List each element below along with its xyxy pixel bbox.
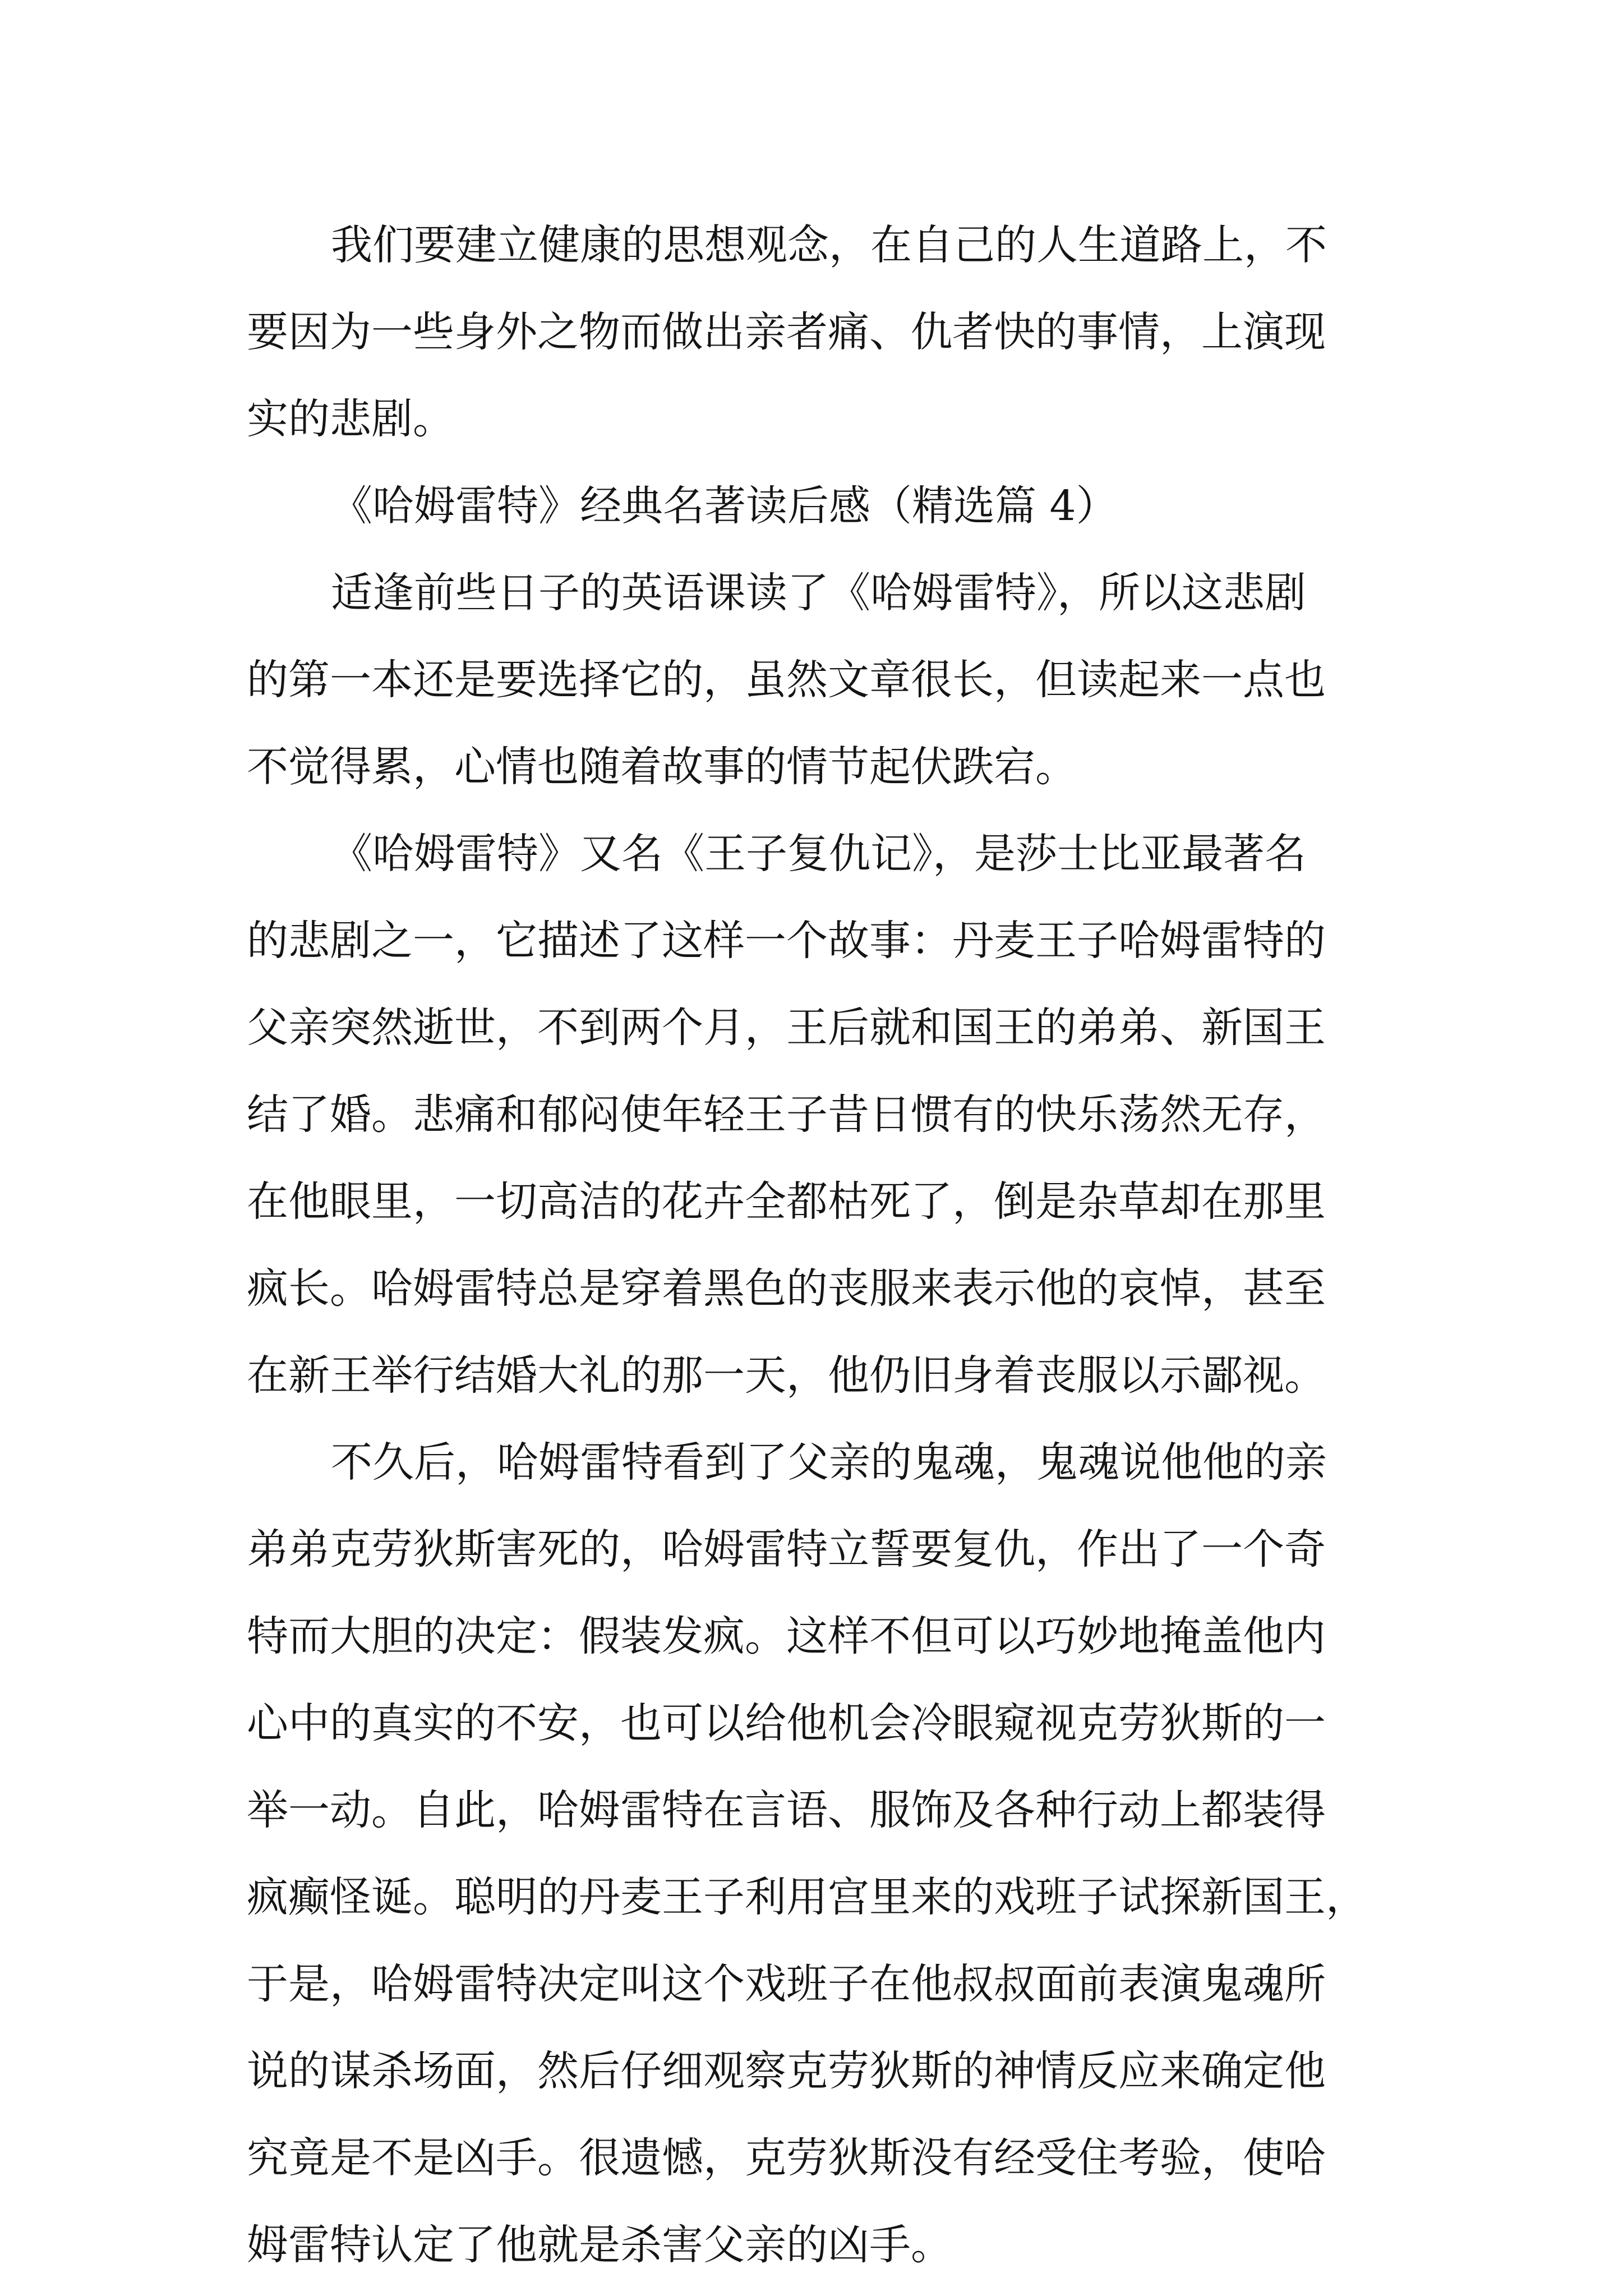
text-line: 的第一本还是要选择它的，虽然文章很长，但读起来一点也 — [247, 656, 1326, 704]
text-line: 的悲剧之一，它描述了这样一个故事：丹麦王子哈姆雷特的 — [247, 917, 1326, 965]
text-line: 在新王举行结婚大礼的那一天，他仍旧身着丧服以示鄙视。 — [247, 1351, 1326, 1400]
text-line: 适逢前些日子的英语课读了《哈姆雷特》，所以这悲剧 — [331, 569, 1306, 617]
text-line: 于是，哈姆雷特决定叫这个戏班子在他叔叔面前表演鬼魂所 — [247, 1960, 1326, 2008]
paragraph-4 — [247, 1419, 1391, 2289]
text-line: 在他眼里，一切高洁的花卉全都枯死了，倒是杂草却在那里 — [247, 1177, 1326, 1226]
text-line: 说的谋杀场面，然后仔细观察克劳狄斯的神情反应来确定他 — [247, 2047, 1326, 2095]
text-line: 实的悲剧。 — [247, 395, 454, 443]
section-heading — [247, 463, 1391, 550]
text-line: 结了婚。悲痛和郁闷使年轻王子昔日惯有的快乐荡然无存， — [247, 1091, 1326, 1139]
text-line: 姆雷特认定了他就是杀害父亲的凶手。 — [247, 2221, 952, 2269]
text-line: 父亲突然逝世，不到两个月，王后就和国王的弟弟、新国王 — [247, 1004, 1326, 1052]
text-line: 举一动。自此，哈姆雷特在言语、服饰及各种行动上都装得 — [247, 1786, 1326, 1834]
text-line: 我们要建立健康的思想观念，在自己的人生道路上，不 — [331, 221, 1327, 269]
text-line: 《哈姆雷特》经典名著读后感（精选篇 4） — [331, 482, 1118, 530]
paragraph-2 — [247, 550, 1391, 811]
text-line: 要因为一些身外之物而做出亲者痛、仇者快的事情，上演现 — [247, 308, 1326, 356]
text-line: 不觉得累，心情也随着故事的情节起伏跌宕。 — [247, 743, 1077, 791]
paragraph-1 — [247, 202, 1391, 463]
text-line: 弟弟克劳狄斯害死的，哈姆雷特立誓要复仇，作出了一个奇 — [247, 1525, 1326, 1573]
document-body — [247, 202, 1391, 2289]
text-line: 究竟是不是凶手。很遗憾，克劳狄斯没有经受住考验，使哈 — [247, 2134, 1326, 2182]
text-line: 疯长。哈姆雷特总是穿着黑色的丧服来表示他的哀悼，甚至 — [247, 1264, 1326, 1313]
text-line: 疯癫怪诞。聪明的丹麦王子利用宫里来的戏班子试探新国王， — [247, 1873, 1367, 1921]
text-line: 心中的真实的不安，也可以给他机会冷眼窥视克劳狄斯的一 — [247, 1699, 1326, 1747]
text-line: 特而大胆的决定：假装发疯。这样不但可以巧妙地掩盖他内 — [247, 1612, 1326, 1660]
text-line: 《哈姆雷特》又名《王子复仇记》，是莎士比亚最著名 — [331, 830, 1306, 878]
text-line: 不久后，哈姆雷特看到了父亲的鬼魂，鬼魂说他他的亲 — [331, 1438, 1327, 1487]
paragraph-3 — [247, 811, 1391, 1419]
